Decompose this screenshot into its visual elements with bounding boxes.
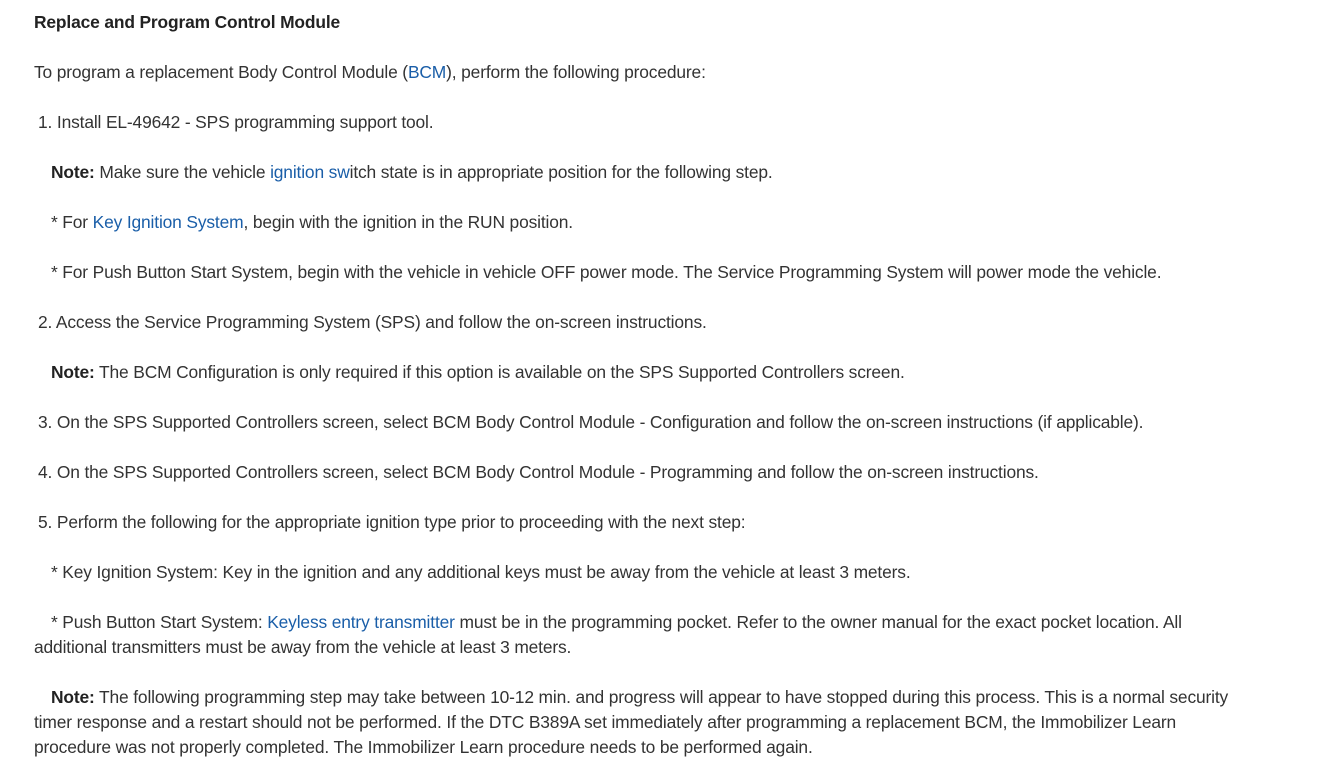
step-1: 1. Install EL-49642 - SPS programming support tool. — [38, 112, 434, 132]
note-3 — [34, 685, 1254, 760]
step-5: 5. Perform the following for the appropriate ignition type prior to proceeding with the next step: — [38, 512, 746, 532]
note-1-text-pre: Make sure the vehicle — [94, 162, 271, 182]
step-2: 2. Access the Service Programming System (SPS) and follow the on-screen instructions. — [38, 312, 707, 332]
step-3: 3. On the SPS Supported Controllers screen, select BCM Body Control Module - Configuration and follow the on-screen instructions (if applicable). — [38, 412, 1144, 432]
note-2 — [51, 360, 905, 385]
note-1-text-post: itch state is in appropriate position for the following step. — [349, 162, 773, 182]
intro-paragraph — [34, 60, 706, 85]
bullet-key-ignition — [51, 210, 573, 235]
step-4: 4. On the SPS Supported Controllers screen, select BCM Body Control Module - Programming and follow the on-screen instructions. — [38, 462, 1039, 482]
key-ignition-system-link[interactable]: Key Ignition System — [92, 212, 244, 232]
page-title: Replace and Program Control Module — [34, 12, 341, 32]
bullet-4-text-post: must be in the programming pocket. Refer to the owner manual for the exact pocket location. All additional transmitters must be away from the vehicle at least 3 meters. — [34, 612, 1182, 657]
bullet-push-button: * For Push Button Start System, begin with the vehicle in vehicle OFF power mode. The Service Programming System will power mode the vehicle. — [51, 262, 1162, 282]
bullet-key-ignition-keys: * Key Ignition System: Key in the ignition and any additional keys must be away from the vehicle at least 3 meters. — [51, 562, 911, 582]
bullet-4-text-pre: * Push Button Start System: — [51, 612, 268, 632]
bullet-push-button-transmitter — [34, 610, 1254, 660]
note-label: Note: — [51, 362, 95, 382]
note-1 — [51, 160, 773, 185]
bullet-1-text: , begin with the ignition in the RUN position. — [243, 212, 573, 232]
ignition-switch-link[interactable]: ignition sw — [270, 162, 350, 182]
note-label: Note: — [51, 687, 95, 707]
bcm-link[interactable]: BCM — [407, 62, 447, 82]
bullet-1-marker: * For — [51, 212, 93, 232]
note-label: Note: — [51, 162, 95, 182]
note-2-text: The BCM Configuration is only required if this option is available on the SPS Supported Controllers screen. — [94, 362, 905, 382]
intro-text-post: ), perform the following procedure: — [446, 62, 706, 82]
intro-text-pre: To program a replacement Body Control Module ( — [34, 62, 408, 82]
keyless-entry-transmitter-link[interactable]: Keyless entry transmitter — [267, 612, 455, 632]
note-3-text: The following programming step may take between 10-12 min. and progress will appear to have stopped during this process. This is a normal security timer response and a restart should not be performed. If the DTC B389A set immediately after programming a replacement BCM, the Immobilizer Learn procedure was not properly completed. The Immobilizer Learn procedure needs to be performed again. — [34, 687, 1229, 757]
